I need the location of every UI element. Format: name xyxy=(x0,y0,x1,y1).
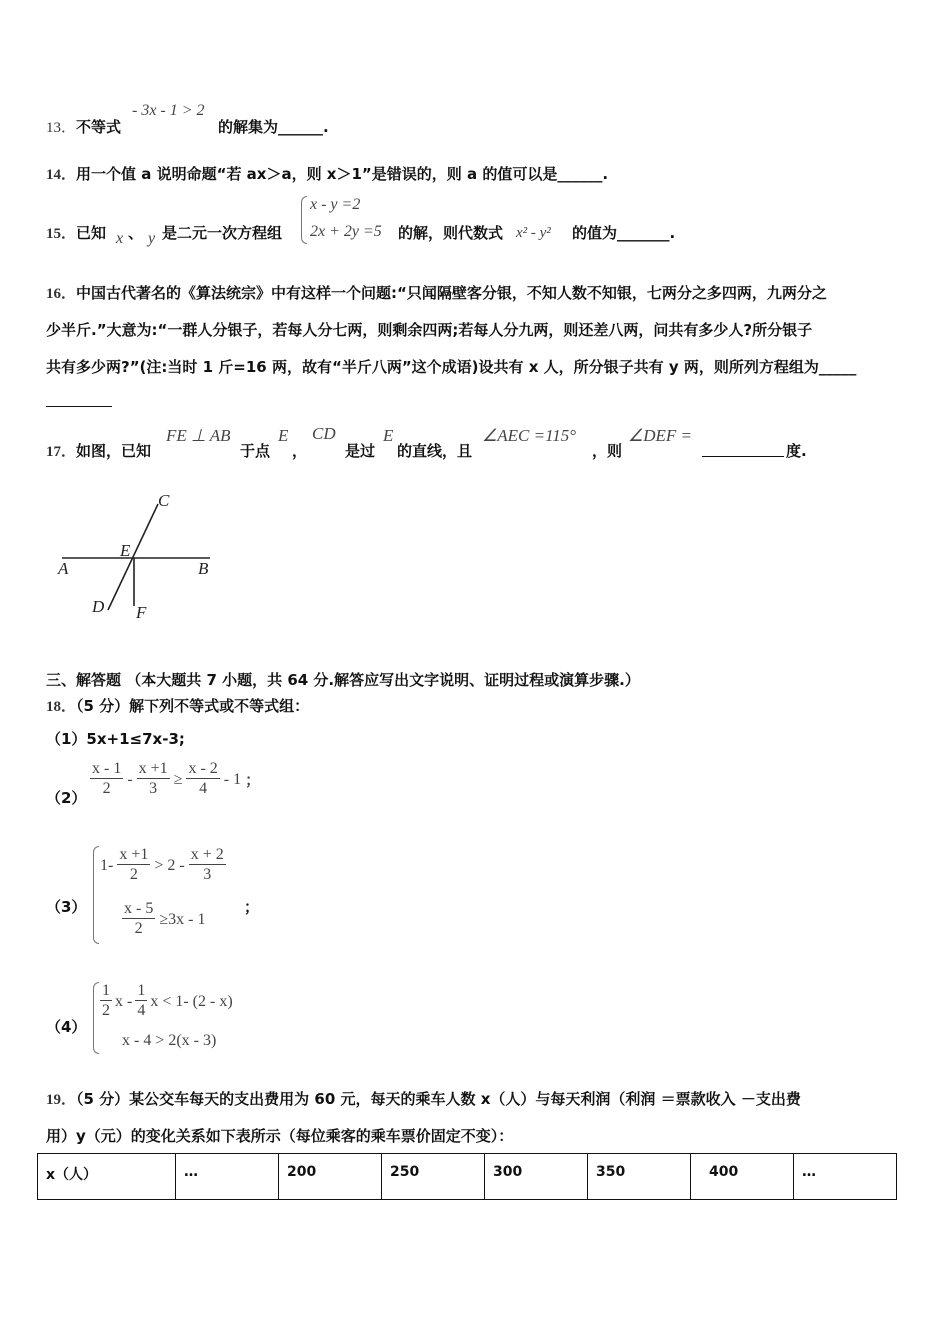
question-text: 的解，则代数式 xyxy=(398,224,504,242)
question-19 xyxy=(46,1088,801,1109)
label-e: E xyxy=(120,541,131,560)
section-heading: 三、解答题 （本大题共 7 小题，共 64 分.解答应写出文字说明、证明过程或演算步骤.） xyxy=(46,671,640,689)
question-number: 18． xyxy=(46,699,77,715)
math-angle-def: ∠DEF = xyxy=(628,426,693,445)
math-line-cd: CD xyxy=(312,424,336,443)
question-17 xyxy=(46,440,151,461)
operator: ≥ xyxy=(173,770,183,788)
question-text: ，则 xyxy=(592,442,623,460)
part-4-row-1 xyxy=(100,982,233,1021)
data-table xyxy=(37,1153,897,1200)
table-row xyxy=(38,1154,897,1200)
part-3-label: （3） xyxy=(46,898,87,916)
part-3-row-2 xyxy=(122,900,205,939)
label-a: A xyxy=(58,559,69,578)
operator: - xyxy=(127,770,133,788)
equation-2: 2x + 2y =5 xyxy=(310,223,382,240)
fraction xyxy=(100,982,112,1021)
math-angle-aec: ∠AEC =115° xyxy=(482,426,577,445)
question-text: 的直线，且 xyxy=(397,442,473,460)
line-cd xyxy=(108,504,158,610)
question-text: 度. xyxy=(786,442,807,460)
numerator: x + 2 xyxy=(190,846,224,863)
question-text: 的解集为______. xyxy=(218,118,329,136)
denominator: 2 xyxy=(134,920,143,937)
question-text: 中国古代著名的《算法统宗》中有这样一个问题:“只闻隔壁客分银，不知人数不知银，七两分之多四两，九两分之 xyxy=(76,284,827,302)
fraction xyxy=(135,982,147,1021)
answer-blank xyxy=(702,456,784,457)
question-text: 的值为_______. xyxy=(572,224,676,242)
algebraic-expression: x² - y² xyxy=(516,225,551,241)
question-number: 15． xyxy=(46,226,77,242)
variable-x: x xyxy=(116,230,124,247)
label-b: B xyxy=(198,559,209,578)
fraction xyxy=(137,760,170,799)
question-16-line2: 少半斤.”大意为:“一群人分银子，若每人分七两，则剩余四两;若每人分九两，则还差八两，问共有多少人?所分银子 xyxy=(46,321,813,339)
numerator: x - 1 xyxy=(92,760,122,777)
question-text: 不等式 xyxy=(76,118,122,136)
math-perpendicular: FE ⊥ AB xyxy=(166,426,231,445)
question-18 xyxy=(46,695,309,716)
numerator: 1 xyxy=(137,982,146,999)
math-point-e: E xyxy=(383,426,394,445)
expression: > 2 - xyxy=(154,856,185,874)
question-14 xyxy=(46,163,608,184)
expression: ≥3x - 1 xyxy=(159,910,206,928)
geometry-figure xyxy=(50,488,220,622)
question-text: 如图，已知 xyxy=(76,442,152,460)
numerator: x +1 xyxy=(119,846,149,863)
denominator: 2 xyxy=(102,780,111,797)
table-cell: 250 xyxy=(382,1154,485,1200)
part-1: （1）5x+1≤7x-3; xyxy=(46,730,185,748)
fraction xyxy=(189,846,226,885)
system-brace xyxy=(93,982,99,1054)
table-cell: 200 xyxy=(279,1154,382,1200)
part-3-row-1 xyxy=(100,846,226,885)
inequality-expression: - 3x - 1 > 2 xyxy=(132,102,205,119)
punctuation: ； xyxy=(244,898,260,916)
question-text: 用一个值 a 说明命题“若 ax＞a，则 x＞1”是错误的，则 a 的值可以是______. xyxy=(76,165,609,183)
question-13 xyxy=(46,116,121,137)
math-point-e: E xyxy=(278,426,289,445)
numerator: x - 2 xyxy=(188,760,218,777)
expression: x < 1- (2 - x) xyxy=(150,992,233,1010)
numerator: x - 5 xyxy=(124,900,154,917)
question-19-line2: 用）y（元）的变化关系如下表所示（每位乘客的乘车票价固定不变）： xyxy=(46,1127,514,1145)
variable-y: y xyxy=(148,230,156,247)
table-cell: x（人） xyxy=(38,1154,176,1200)
numerator: x +1 xyxy=(138,760,168,777)
question-text: 是二元一次方程组 xyxy=(162,224,283,242)
numerator: 1 xyxy=(102,982,110,999)
question-15 xyxy=(46,222,106,243)
question-text: 于点 xyxy=(240,442,271,460)
part-4-row-2: x - 4 > 2(x - 3) xyxy=(122,1032,217,1049)
question-number: 19． xyxy=(46,1092,77,1108)
table-cell: 400 xyxy=(691,1154,794,1200)
fraction xyxy=(117,846,150,885)
equation-1: x - y =2 xyxy=(310,196,361,213)
table-cell: 300 xyxy=(485,1154,588,1200)
fraction xyxy=(90,760,123,799)
fraction xyxy=(186,760,219,799)
question-number: 16． xyxy=(46,286,77,302)
label-c: C xyxy=(158,491,170,510)
denominator: 3 xyxy=(203,866,212,883)
denominator: 4 xyxy=(137,1002,146,1019)
denominator: 4 xyxy=(199,780,208,797)
denominator: 2 xyxy=(129,866,138,883)
fraction xyxy=(122,900,155,939)
table-cell: … xyxy=(176,1154,279,1200)
question-text: ， xyxy=(292,442,308,460)
question-number: 17． xyxy=(46,444,77,460)
part-4-label: （4） xyxy=(46,1018,87,1036)
question-number: 13． xyxy=(46,120,77,136)
table-cell: 350 xyxy=(588,1154,691,1200)
question-number: 14． xyxy=(46,167,77,183)
answer-blank xyxy=(46,406,112,407)
part-2-label: （2） xyxy=(46,789,87,807)
label-d: D xyxy=(92,597,105,616)
question-16-line3: 共有多少两?”(注:当时 1 斤=16 两，故有“半斤八两”这个成语)设共有 x 人，所分银子共有 y 两，则所列方程组为_____ xyxy=(46,358,857,376)
expression: 1- xyxy=(100,856,114,874)
operator: - 1 xyxy=(223,770,242,788)
punctuation: ； xyxy=(245,771,261,789)
question-16 xyxy=(46,282,827,303)
system-brace xyxy=(93,846,99,944)
denominator: 3 xyxy=(149,780,158,797)
label-f: F xyxy=(136,603,147,622)
question-text: 是过 xyxy=(345,442,376,460)
separator: 、 xyxy=(128,224,144,242)
system-brace xyxy=(301,196,307,244)
expression: x - xyxy=(115,992,133,1010)
question-text: 已知 xyxy=(76,224,107,242)
part-2-inequality xyxy=(90,760,260,799)
question-text: （5 分）某公交车每天的支出费用为 60 元，每天的乘车人数 x（人）与每天利润（利润 ＝票款收入 －支出费 xyxy=(76,1090,801,1108)
denominator: 2 xyxy=(102,1002,110,1019)
question-text: （5 分）解下列不等式或不等式组： xyxy=(76,697,310,715)
table-cell: … xyxy=(794,1154,897,1200)
